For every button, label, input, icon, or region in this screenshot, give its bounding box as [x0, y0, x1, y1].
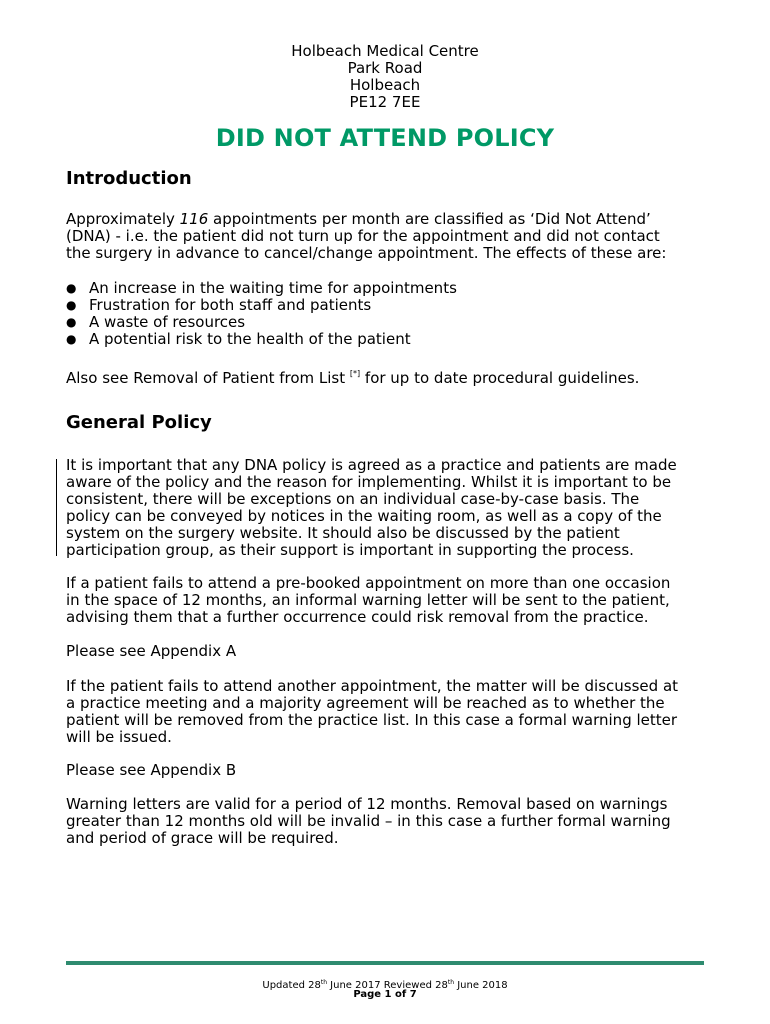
bullet-icon: ● — [66, 281, 77, 295]
general-policy-heading: General Policy — [66, 412, 212, 433]
appendix-b-note: Please see Appendix B — [66, 761, 237, 779]
intro-line-3: the surgery in advance to cancel/change appointment. The effects of these are: — [66, 244, 667, 262]
appendix-a-note: Please see Appendix A — [66, 642, 237, 660]
change-bar — [56, 459, 57, 556]
address-line-4: PE12 7EE — [349, 93, 421, 111]
policy-paragraph-1: It is important that any DNA policy is agreed as a practice and patients are made aware of the policy and the reason for implementing. Whilst it is important to be consistent, there will be exceptions on an individual case-by-case basis. The policy can be conveyed by notices in the waiting room, as well as a copy of the system on the surgery website. It should also be discussed by the patient participation group, as their support is important in supporting the process. — [66, 456, 677, 559]
policy-paragraph-3: If the patient fails to attend another appointment, the matter will be discussed at a practice meeting and a majority agreement will be reached as to whether the patient will be removed from the practice list. In this case a formal warning letter will be issued. — [66, 677, 679, 746]
policy-paragraph-2: If a patient fails to attend a pre-booked appointment on more than one occasion in the space of 12 months, an informal warning letter will be sent to the patient, advising them that a further occurrence could risk removal from the practice. — [66, 574, 671, 626]
document-page: Holbeach Medical Centre Park Road Holbeach PE12 7EE DID NOT ATTEND POLICY Introduction Approximately 116 appointments per month are classified as ‘Did Not Attend’ (DNA) - i.e. the patient did not turn up for the appointment and did not contact the surgery in advance to cancel/change appointment. The effects of these are: ● An increase in the waiting time for appointments ● Frustration for both staff and patients ● A waste of resources ● A potential risk to the health of the patient Also see Removal of Patient from List [*] for up to date procedural guidelines. General Policy It is important that any DNA policy is agreed as a practice and patients are made aware of the policy and the reason for implementing. Whilst it is important to be consistent, there will be exceptions on an individual case-by-case basis. The policy can be conveyed by notices in the waiting room, as well as a copy of the system on the surgery website. It should also be discussed by the patient participation group, as their support is important in supporting the process. If a patient fails to attend a pre-booked appointment on more than one occasion in the space of 12 months, an informal warning letter will be sent to the patient, advising them that a further occurrence could risk removal from the practice. Please see Appendix A If the patient fails to attend another appointment, the matter will be discussed at a practice meeting and a majority agreement will be reached as to whether the patient will be removed from the practice list. In this case a formal warning letter will be issued. Please see Appendix B Warning letters are valid for a period of 12 months. Removal based on warnings greater than 12 months old will be invalid – in this case a further formal warning and period of grace will be required. Updated 28th June 2017 Reviewed 28th June 2018 Page 1 of 7 — [0, 0, 770, 1024]
introduction-heading: Introduction — [66, 168, 192, 189]
bullet-icon: ● — [66, 298, 77, 312]
intro-line-2: (DNA) - i.e. the patient did not turn up for the appointment and did not contact — [66, 227, 660, 245]
dna-count: 116 — [179, 210, 209, 228]
bullet-icon: ● — [66, 332, 77, 346]
page-number: Page 1 of 7 — [353, 989, 417, 1000]
also-see-paragraph: Also see Removal of Patient from List [*] for up to date procedural guidelines. — [66, 369, 640, 387]
policy-paragraph-4: Warning letters are valid for a period of 12 months. Removal based on warnings greater than 12 months old will be invalid – in this case a further formal warning and period of grace will be required. — [66, 795, 671, 847]
bullet-icon: ● — [66, 315, 77, 329]
footer-divider — [66, 961, 704, 965]
address-line-1: Holbeach Medical Centre — [291, 42, 479, 60]
address-line-2: Park Road — [347, 59, 423, 77]
intro-line-1: Approximately 116 appointments per month are classified as ‘Did Not Attend’ — [66, 210, 651, 228]
footer-updated: Updated 28th June 2017 Reviewed 28th June 2018 — [262, 979, 508, 991]
reference-link[interactable]: [*] — [349, 369, 361, 378]
introduction-paragraph — [66, 211, 716, 262]
address-line-3: Holbeach — [349, 76, 421, 94]
page-title: DID NOT ATTEND POLICY — [215, 124, 555, 152]
